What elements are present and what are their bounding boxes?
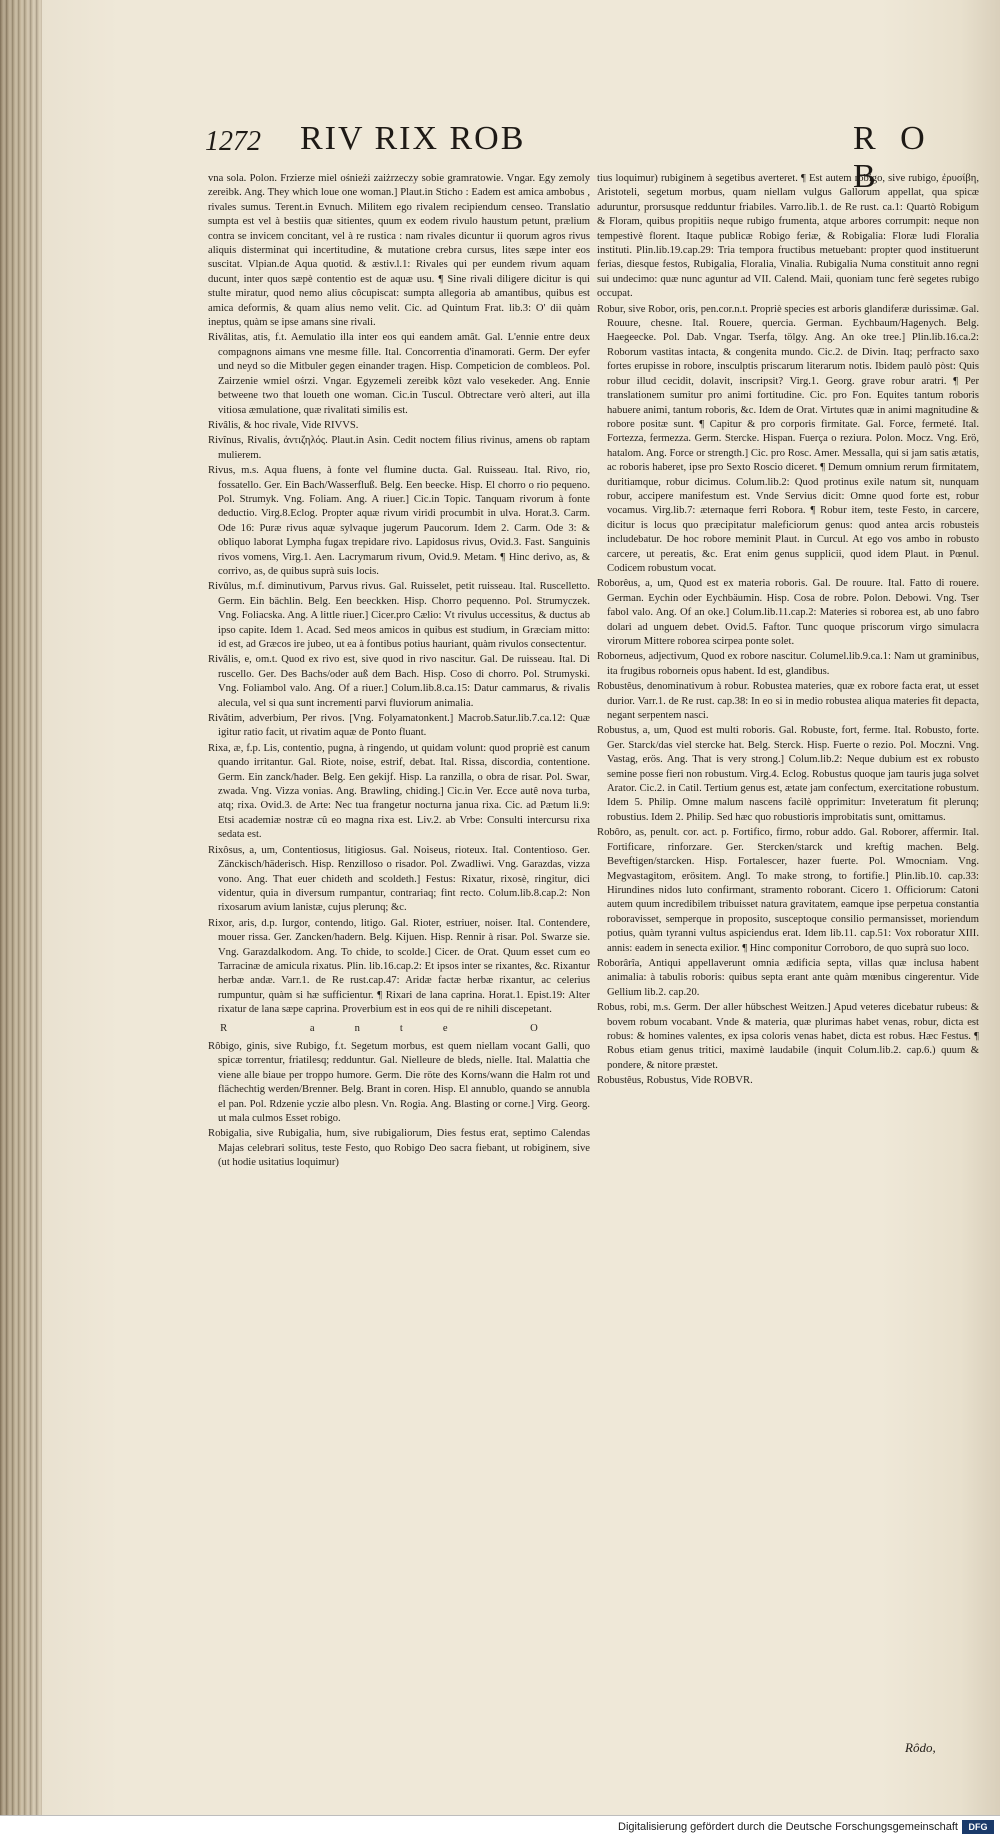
book-spine — [0, 0, 42, 1837]
right-column — [597, 172, 979, 1090]
dictionary-entry: Robus, robi, m.s. Germ. Der aller hübschest Weitzen.] Apud veteres dicebatur rubeus: & bovem robum vocabant. Vnde & materia, quæ plurimas habet venas, robur, dicta est robus: & homines valentes, ex ipsa coloris venas habet, dicta est robus. Hæc Festus. ¶ Robus etiam genus tritici, maximè laudabile (inquit Colum.lib.2. cap.6.) quum & pondere, & nitore præstet. — [597, 1002, 979, 1071]
dictionary-entry: Robôro, as, penult. cor. act. p. Fortifico, firmo, robur addo. Gal. Roborer, affermir. Ital. Fortificare, rinforzare. Ger. Stercken/starck und kreftig machen. Belg. Beveftigen/starcken. Hisp. Fortalescer, hazer fuerte. Pol. Wmocniam. Vng. Megvastagitom, erösitem. Angl. To make strong, to fortifie.] Plin.lib.10. cap.33: Hirundines nidos luto confirmant, stramento roborant. Cicero 1. Officiorum: Catoni autem quum incredibilem tribuisset natura gravitatem, eamque ipse perpetua constantia roboravisset, semperque in proposito, susceptoque consilio permansisset, moriendum potius, quàm tyranni vultus aspiciendus erat. Idem lib.11. cap.51: Vox roboratur XIII. annis: eadem in senecta exilior. ¶ Hinc componitur Corroboro, de quo suprà suo loco. — [597, 827, 979, 954]
dictionary-entry: vna sola. Polon. Frzierze miel ośnieżi zaiżrzeczy sobie gramratowie. Vngar. Egy zemoly zereibk. Ang. They which loue one woman.] Plaut.in Sticho : Eadem est amica ambobus , rivales sumus. Terent.in Evnuch. Militem ego rivalem recipiendum censeo. Translatio sumpta est vel à bestiis quæ sitientes, quum ex eodem rivulo haustum petunt, prælium contra se invicem concitant, vel à re rustica : nam rivales dicuntur ii quorum agros rivus aliquis disterminat qui incertitudine, & mutatione crebra cursus, lites sæpe inter eos suscitat. Vlpian.de Aqua quotid. & æstiv.l.1: Rivales qui per eundem rivum aquam ducunt, inter quos sæpè contentio est de aquæ usu. ¶ Sine rivali diligere dicitur is qui stulte miratur, quod nemo alius côcupiscat: sumpta allegoria ab amantibus, quibus est amica deformis, & quam alius nemo velit. Cic. ad Quintum Frat. lib.3: O' dii quàm ineptus, quàm se ipse amans sine rivali. — [208, 173, 590, 329]
dictionary-entry: Roborârîa, Antiqui appellaverunt omnia ædificia septa, villas quæ inclusa habent animalia: à tabulis roboris: quibus septa erant ante quàm mœnibus cingerentur. Vide Gellium lib.2. cap.20. — [597, 957, 979, 998]
dictionary-entry: Rivâlis, & hoc rivale, Vide RIVVS. — [208, 419, 359, 431]
dictionary-entry: Rivâlis, e, om.t. Quod ex rivo est, sive quod in rivo nascitur. Gal. De ruisseau. Ital. Di ruscello. Ger. Des Bachs/oder auß dem Bach. Hisp. Coso di chorro. Pol. Strumyski. Vng. Foliambol valo. Ang. Of a riuer.] Colum.lib.8.ca.15: Datur cammarus, & rivalis alecula, vel si qua sunt incrementi parvi fluviorum animalia. — [208, 654, 590, 709]
dictionary-entry: Rivâtim, adverbium, Per rivos. [Vng. Folyamatonkent.] Macrob.Satur.lib.7.ca.12: Quæ igitur ratio facit, ut rivatim aquæ de Ponto fluant. — [208, 713, 590, 739]
dictionary-entry: Robur, sive Robor, oris, pen.cor.n.t. Propriè species est arboris glandiferæ durissimæ. Gal. Rouure, chesne. Ital. Rouere, quercia. German. Eychbaum/Hagenych. Belg. Haegeecke. Pol. Dab. Vngar. Tserfa, tölgy. Ang. An oke tree.] Plin.lib.16.ca.2: Roborum vastitas intacta, & congenita mundo. Cic.2. de Divin. Itaq; perfracto saxo fortes erupisse in robore, insculptis priscarum literarum notis. Ibidem paulò pòst: Quis robur illud cecidit, dolavit, inscripsit? Virg.1. Georg. grave robur aratri. ¶ Per translationem sumitur pro animi fortitudine. Cic. pro Fon. Equites tantum roboris habuere animi, tantum roboris, &c. Idem de Orat. Virtutes quæ in animi magnitudine & robore positæ sunt. ¶ Capitur & pro corporis firmitate. Gal. Force, fermeté. Ital. Fortezza, fermezza. Germ. Stercke. Hispan. Fuerça o reziura. Polon. Mocz. Vng. Erö, hatalom. Ang. Force or strength.] Cic. pro Rosc. Amer. Messalla, qui si jam satis ætatis, ac roboris haberet, ipse pro Sexto Roscio diceret. ¶ Demum omnium rerum firmitatem, duritiamque, robur dicimus. Colum.lib.2: Quod protinus exile natum sit, nunquam robur, accipere manifestum est. Vnde Servius dicit: Omne quod forte est, robur vocamus. Virg.lib.7: æternaque ferri Robora. ¶ Robur item, teste Festo, in carcere, dicitur is locus quo præcipitatur maleficiorum genus: quod antea arcis robusteis includebatur. De hoc robore meminit Plaut. in Curcul. At ego vos ambo in robusto carcere, ut pereatis, &c. Erat enim genus supplicii, quod idem Plaut. in Pœnul. Codicem robustum vocat. — [597, 303, 979, 574]
dictionary-entry: Roborneus, adjectivum, Quod ex robore nascitur. Columel.lib.9.ca.1: Nam ut graminibus, ita frugibus roborneis opus habent. Id est, glandibus. — [597, 651, 979, 677]
dictionary-entry: Roborêus, a, um, Quod est ex materia roboris. Gal. De rouure. Ital. Fatto di rouere. German. Eychin oder Eychbäumin. Hisp. Cosa de robre. Polon. Debowi. Vng. Tser fabol valo. Ang. Of an oke.] Colum.lib.11.cap.2: Materies si roborea est, ab uno fabro dolari ad unguem debet. Ovid.5. Faftor. Tunc quoque priscorum virgo simulacra virorum Mittere roborea scirpea ponte solet. — [597, 578, 979, 647]
dictionary-entry: Rôbigo, ginis, sive Rubigo, f.t. Segetum morbus, est quem niellam vocant Galli, quo spicæ torrentur, friatilesq; redduntur. Gal. Nielleure de bleds, nielle. Ital. Malattia che viene alle biaue per troppo humore. Germ. Die röte des Korns/wann die Halm rot und flächechtig werden/Brenner. Belg. Brant in coren. Hisp. El annublo, quando se annubla el pan. Pol. Rdzenie yczie albo plesn. Vn. Rogia. Ang. Blasting or corne.] Virg. Georg. ut mala culmos Esset robigo. — [208, 1040, 590, 1124]
dictionary-entry: Rixor, aris, d.p. Iurgor, contendo, litigo. Gal. Rioter, estriuer, noiser. Ital. Contendere, mouer rissa. Ger. Zancken/hadern. Belg. Kijuen. Hisp. Rennir à risar. Pol. Swarze sie. Vng. Garazdalkodom. Ang. To chide, to scolde.] Cicer. de Orat. Quum esset cum eo Tarracinæ de amicula rixatus. Plin. lib.16.cap.2: Et ipsos inter se rixantes, &c. Rixantur herbæ andæ. Varr.1. de Re rust.cap.47: Aridæ factæ herbæ rixantur, ac celerius rumpuntur, quàm si hæ sufficientur. ¶ Rixari de lana caprina. Horat.1. Epist.19: Alter rixatur de lana sæpe caprina. Proverbium est in eos qui de re nihili discepetant. — [208, 917, 590, 1016]
dictionary-entry: Robustêus, denominativum à robur. Robustea materies, quæ ex robore facta erat, ut esset durior. Varr.1. de Re rust. cap.38: In eo si in medio robustea aliqua materies fit depacta, negant serpentem nasci. — [597, 681, 979, 722]
running-title-right: R O B — [853, 120, 933, 195]
dictionary-entry: Rivûlus, m.f. diminutivum, Parvus rivus. Gal. Ruisselet, petit ruisseau. Ital. Ruscelletto. Germ. Ein bächlin. Belg. Een beeckken. Hisp. Chorro pequenno. Pol. Strumyczek. Vng. Foliacska. Ang. A little riuer.] Cicer.pro Cælio: Vt rivulus uccessitus, & ductus ab ipso capite. Idem 1. Acad. Sed meos amicos in quibus est studium, in Græciam mitto: id est, ad Græcos ire jubeo, ut ea à fontibus potius hauriant, quàm rivulos consectentur. — [208, 581, 590, 650]
page-number: 1272 — [205, 126, 261, 157]
catchword: Rôdo, — [905, 1740, 936, 1755]
section-divider: R ante O — [220, 1022, 578, 1034]
dictionary-entry: Rivînus, Rivalis, ἀντιζηλός. Plaut.in Asin. Cedit noctem filius rivinus, amens ob raptam mulierem. — [208, 435, 590, 461]
dictionary-entry: Rivâlitas, atis, f.t. Aemulatio illa inter eos qui eandem amât. Gal. L'ennie entre deux compagnons aimans vne mesme fille. Ital. Concorrentia d'inamorati. Germ. Der eyfer und neyd so die Mitbuler gegen einander tragen. Hisp. Competicion de combleos. Pol. Zairzenie wmiel ośrzi. Vngar. Egyzemeli zereibk kôzt valo vesekeder. Ang. Ennie betweene two that loueth one woman. Cic.in Tuscul. Obtrectare verò alteri, aut illa vitiosa æmulatione, quæ rivalitati similis est. — [208, 332, 590, 416]
digitization-footer — [0, 1815, 1000, 1838]
left-column — [208, 172, 590, 1172]
running-title-left: RIV RIX ROB — [300, 120, 526, 157]
dictionary-entry: Robustus, a, um, Quod est multi roboris. Gal. Robuste, fort, ferme. Ital. Robusto, forte. Ger. Starck/das viel stercke hat. Belg. Sterck. Hisp. Fuerte o rezio. Pol. Moczni. Vng. Vastag, erös. Ang. That is very strong.] Colum.lib.2: Neque dubium est ex robusto semine posse fieri non robustum. Virg.4. Eclog. Robustus quoque jam tauris juga solvet Arator. Cic.2. in Catil. Tertium genus est, ætate jam confectum, exercitatione robustum. Idem 5. Philip. Omne malum nascens facilè opprimitur: Inveteratum fit plerunq; robustius. Idem 2. Philip. Sed hæc quo robustioris improbitatis sunt, omittamus. — [597, 725, 979, 823]
dictionary-entry: Robigalia, sive Rubigalia, hum, sive rubigaliorum, Dies festus erat, septimo Calendas Majas celebrari solitus, teste Festo, quo Robigo Deo sacra fiebant, ut robiginem, sive (ut hodie usitatius loquimur) — [208, 1128, 590, 1169]
dictionary-entry: tius loquimur) rubiginem à segetibus averteret. ¶ Est autem robigo, sive rubigo, ἐρυσίβη, Aristoteli, segetum morbus, quam niellam vulgus Gallorum appellat, qua spicæ aduruntur, prorsusque redduntur friabiles. Varro.lib.1. de Re rust. ca.1: Quartò Robigum & Floram, quibus propitiis neque rubigo frumenta, atque arbores corrumpit: neque non tempestivè florent. Itaque publicæ Robigo feriæ, & Robigalia: Floræ ludi Floralia instituti. Plin.lib.19.cap.29: Tria tempora fructibus metuebant: propter quod instituerunt ferias, diesque festos, Rubigalia, Floralia, Vinalia. Rubigalia Numa constituit anno regni sui undecimo: quæ nunc aguntur ad VII. Calend. Maii, quoniam tunc ferè segetes rubigo occupat. — [597, 173, 979, 300]
dfg-logo: DFG — [962, 1820, 994, 1834]
dictionary-entry: Rivus, m.s. Aqua fluens, à fonte vel flumine ducta. Gal. Ruisseau. Ital. Rivo, rio, fossatello. Ger. Ein Bach/Wasserfluß. Belg. Een beecke. Hisp. El chorro o rio pequeno. Pol. Strumyk. Vng. Foliam. Ang. A riuer.] Cic.in Topic. Tanquam rivorum à fonte deductio. Virg.8.Eclog. Propter aquæ rivum viridi procumbit in ulva. Horat.3. Carm. Ode 16: Puræ rivus aquæ sylvaque jugerum Paucorum. Idem 2. Carm. Ode 3: & obliquo laborat Lympha fugax trepidare rivo. Lapidosus rivus, Ovid.3. Fast. Sanguinis rivos vomens, Virg.1. Aen. Lacrymarum rivum, Ovid.9. Metam. ¶ Hinc derivo, as, & corrivo, as, de quibus suprà suis locis. — [208, 465, 590, 577]
dictionary-entry: Robustêus, Robustus, Vide ROBVR. — [597, 1075, 753, 1087]
funding-credit: Digitalisierung gefördert durch die Deutsche Forschungsgemeinschaft — [618, 1821, 958, 1833]
dictionary-entry: Rixôsus, a, um, Contentiosus, litigiosus. Gal. Noiseus, rioteux. Ital. Contentioso. Ger. Zänckisch/häderisch. Hisp. Renzilloso o risador. Pol. Zwadliwi. Vng. Garazdas, vizza vono. Ang. That euer chideth and scoldeth.] Festus: Rixatur, rixosè, ringitur, dici videntur, quia in diversum rumpantur, contrariaq; fint recto. Colum.lib.8.cap.2: Non rixosarum avium lanistæ, cujus plerunq; &c. — [208, 844, 590, 914]
dictionary-entry: Rixa, æ, f.p. Lis, contentio, pugna, à ringendo, ut quidam volunt: quod propriè est canum quando irritantur. Gal. Riote, noise, estrif, debat. Ital. Rissa, discordia, contentione. Germ. Ein zanck/hader. Belg. Een gekijf. Hisp. La ranzilla, o obra de risar. Pol. Swar, zwada. Vng. Vizza vonias. Ang. Brawling, chiding.] Cic.in Ver. Ecce autê nova turba, atq; rixa. Ovid.3. de Arte: Nec tua frangetur nocturna janua rixa. Cic. ad Pætum li.9: Etsi academiæ nostræ cû eo magna rixa est. Liv.2. ab Vrbe: Consulti intercursu rixa sedata est. — [208, 742, 590, 841]
running-head — [205, 120, 965, 195]
